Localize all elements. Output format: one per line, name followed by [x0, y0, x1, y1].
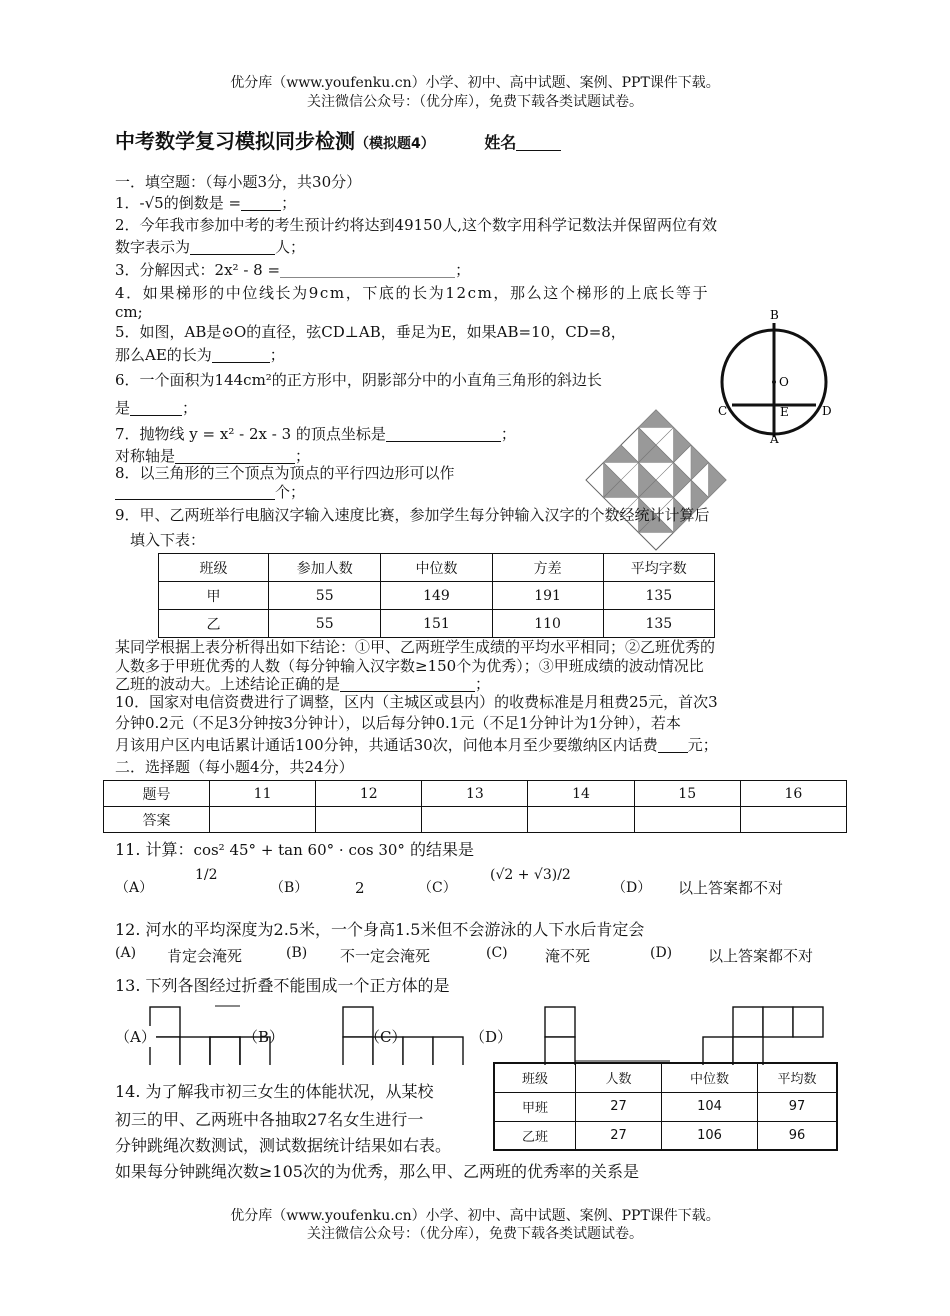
table-row	[494, 1092, 837, 1121]
answer-cell[interactable]	[210, 807, 316, 833]
table-cell: 106	[662, 1121, 758, 1150]
q1-answer-blank[interactable]	[241, 195, 281, 211]
table-cell: 27	[576, 1092, 662, 1121]
q11-opt-a-label: （A）	[115, 880, 154, 896]
section2-heading: 二．选择题（每小题4分，共24分）	[115, 758, 354, 776]
q5-line1: 5．如图，AB是⊙O的直径，弦CD⊥AB，垂足为E，如果AB=10，CD=8，	[115, 323, 626, 341]
center-point	[772, 380, 776, 384]
q4-line2: cm;	[115, 303, 143, 321]
q13-opt-b: （B）	[243, 1028, 285, 1046]
q9-after2: 人数多于甲班优秀的人数（每分钟输入汉字数≥150个为优秀）；③甲班成绩的波动情况比	[115, 657, 704, 675]
table-cell: 149	[381, 582, 492, 610]
q12-opt-d-value: 以上答案都不对	[708, 947, 814, 965]
table-cell: 15	[634, 781, 740, 807]
q11-opt-c-value: (√2 + √3)/2	[490, 867, 571, 883]
q6-line1: 6．一个面积为144cm²的正方形中，阴影部分中的小直角三角形的斜边长	[115, 371, 602, 389]
q11-opt-b-label: （B）	[270, 880, 309, 896]
q13-opt-c: （C）	[365, 1028, 407, 1046]
q11-opt-b-value: 2	[355, 879, 365, 897]
answer-table-label: 题号	[104, 781, 210, 807]
q11-opt-c-label: （C）	[418, 880, 457, 896]
q9-table	[158, 553, 715, 638]
header-line-2: 关注微信公众号：（优分库），免费下载各类试题试卷。	[307, 94, 643, 110]
table-cell: 97	[758, 1092, 838, 1121]
answer-cell[interactable]	[634, 807, 740, 833]
table-cell: 甲	[159, 582, 269, 610]
q7-axis-blank[interactable]	[175, 448, 295, 464]
table-cell: 55	[269, 610, 381, 638]
q12-opt-c-label: (C)	[486, 945, 508, 961]
footer-line-2: 关注微信公众号：（优分库），免费下载各类试题试卷。	[307, 1226, 643, 1242]
q10-answer-blank[interactable]	[658, 737, 688, 753]
answer-cell[interactable]	[528, 807, 634, 833]
label-d: D	[822, 404, 832, 418]
q9-th-2: 中位数	[381, 554, 492, 582]
q14-th-2: 中位数	[662, 1063, 758, 1092]
q12-opt-b-label: (B)	[286, 945, 308, 961]
answer-cell[interactable]	[316, 807, 422, 833]
table-cell: 27	[576, 1121, 662, 1150]
q3: 3．分解因式：2x² - 8 = ；	[115, 261, 471, 279]
table-cell: 11	[210, 781, 316, 807]
q4-line1: 4．如果梯形的中位线长为9cm，下底的长为12cm，那么这个梯形的上底长等于	[115, 284, 710, 302]
q11-opt-d-value: 以上答案都不对	[678, 879, 784, 897]
answer-cell[interactable]	[422, 807, 528, 833]
table-cell: 14	[528, 781, 634, 807]
page-title	[115, 125, 561, 154]
circle-diagram	[712, 305, 842, 445]
q11-opt-a-value: 1/2	[195, 867, 218, 883]
table-cell: 191	[492, 582, 603, 610]
q13-text: 13. 下列各图经过折叠不能围成一个正方体的是	[115, 976, 450, 995]
q3-answer-blank[interactable]	[280, 262, 455, 278]
table-row	[494, 1121, 837, 1150]
q5-answer-blank[interactable]	[212, 347, 270, 363]
name-label: 姓名	[484, 133, 517, 152]
q12-opt-a-label: (A)	[115, 945, 137, 961]
section1-heading: 一．填空题：（每小题3分，共30分）	[115, 173, 362, 191]
table-cell: 104	[662, 1092, 758, 1121]
label-o: O	[779, 375, 789, 389]
table-cell: 13	[422, 781, 528, 807]
table-cell: 135	[603, 610, 714, 638]
q7-line2: 对称轴是 ；	[115, 447, 311, 465]
table-cell: 55	[269, 582, 381, 610]
q14-th-0: 班级	[494, 1063, 576, 1092]
q12-opt-c-value: 淹不死	[545, 947, 591, 965]
q7-line1: 7．抛物线 y = x² - 2x - 3 的顶点坐标是 ；	[115, 425, 516, 443]
q6-answer-blank[interactable]	[130, 400, 182, 416]
table-cell: 乙班	[494, 1121, 576, 1150]
footer-line-1: 优分库（www.youfenku.cn）小学、初中、高中试题、案例、PPT课件下载。	[230, 1208, 720, 1224]
q10-line2: 分钟0.2元（不足3分钟按3分钟计），以后每分钟0.1元（不足1分钟计为1分钟），若本	[115, 714, 681, 732]
q11-opt-d-label: （D）	[612, 880, 652, 896]
answer-table	[103, 780, 847, 833]
table-cell: 135	[603, 582, 714, 610]
q7-vertex-blank[interactable]	[386, 426, 501, 442]
table-cell: 110	[492, 610, 603, 638]
q8-line2: 个；	[115, 482, 305, 503]
q2-line2: 数字表示为 人；	[115, 238, 306, 256]
q9-line1: 9．甲、乙两班举行电脑汉字输入速度比赛，参加学生每分钟输入汉字的个数经统计计算后	[115, 506, 710, 524]
q12-opt-d-label: (D)	[650, 945, 673, 961]
table-cell: 96	[758, 1121, 838, 1150]
q9-th-0: 班级	[159, 554, 269, 582]
q14-table	[493, 1062, 838, 1151]
table-row	[159, 610, 715, 638]
answer-table-label: 答案	[104, 807, 210, 833]
sqrt5: √5	[144, 194, 164, 212]
q14-line1: 14. 为了解我市初三女生的体能状况，从某校	[115, 1082, 434, 1101]
q12-opt-b-value: 不一定会淹死	[340, 947, 431, 965]
q8-answer-blank[interactable]	[115, 484, 275, 500]
q12-opt-a-value: 肯定会淹死	[167, 947, 243, 965]
q9-line2: 填入下表：	[130, 531, 206, 549]
q5-line2: 那么AE的长为 ；	[115, 346, 285, 364]
q14-th-1: 人数	[576, 1063, 662, 1092]
shaded-square-diagram	[582, 406, 730, 554]
q13-opt-d: （D）	[470, 1028, 513, 1046]
q9-answer-blank[interactable]	[340, 676, 475, 692]
q6-line2: 是 ；	[115, 399, 198, 417]
title-sub: （模拟题4）	[355, 136, 435, 152]
q2-answer-blank[interactable]	[190, 239, 275, 255]
q12-text: 12. 河水的平均深度为2.5米，一个身高1.5米但不会游泳的人下水后肯定会	[115, 920, 645, 939]
q9-after3: 乙班的波动大。上述结论正确的是 ；	[115, 675, 491, 693]
q14-line3: 分钟跳绳次数测试，测试数据统计结果如右表。	[115, 1136, 452, 1155]
q11: 11. 计算：cos² 45° + tan 60° · cos 30° 的结果是	[115, 840, 475, 859]
q8-line1: 8．以三角形的三个顶点为顶点的平行四边形可以作	[115, 464, 455, 482]
q9-th-3: 方差	[492, 554, 603, 582]
table-cell: 16	[740, 781, 846, 807]
q10-line1: 10．国家对电信资费进行了调整，区内（主城区或县内）的收费标准是月租费25元，首次3	[115, 693, 718, 711]
table-cell: 乙	[159, 610, 269, 638]
answer-cell[interactable]	[740, 807, 846, 833]
q1: 1．-√5的倒数是 = ；	[115, 194, 297, 212]
q9-after1: 某同学根据上表分析得出如下结论：①甲、乙两班学生成绩的平均水平相同；②乙班优秀的	[115, 638, 716, 656]
label-c: C	[718, 404, 728, 418]
label-e: E	[780, 405, 789, 419]
q2-line1: 2．今年我市参加中考的考生预计约将达到49150人,这个数字用科学记数法并保留两位有效	[115, 216, 718, 234]
q9-th-1: 参加人数	[269, 554, 381, 582]
table-cell: 甲班	[494, 1092, 576, 1121]
q9-th-4: 平均字数	[603, 554, 714, 582]
table-cell: 151	[381, 610, 492, 638]
table-cell: 12	[316, 781, 422, 807]
name-blank[interactable]	[516, 135, 561, 151]
q14-line4: 如果每分钟跳绳次数≥105次的为优秀，那么甲、乙两班的优秀率的关系是	[115, 1162, 639, 1181]
q13-opt-a: （A）	[115, 1028, 156, 1046]
table-row	[159, 582, 715, 610]
label-a: A	[770, 432, 779, 445]
q10-line3: 月该用户区内电话累计通话100分钟，共通话30次，问他本月至少要缴纳区内话费 元；	[115, 736, 718, 754]
label-b: B	[770, 308, 779, 322]
title-main: 中考数学复习模拟同步检测	[115, 129, 355, 153]
header-line-1: 优分库（www.youfenku.cn）小学、初中、高中试题、案例、PPT课件下载。	[230, 75, 720, 91]
q14-line2: 初三的甲、乙两班中各抽取27名女生进行一	[115, 1110, 424, 1129]
q14-th-3: 平均数	[758, 1063, 838, 1092]
